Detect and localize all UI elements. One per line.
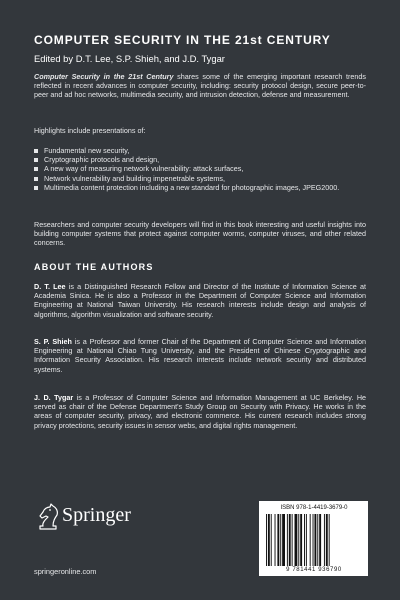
intro-text: shares some of the emerging important research trends reflected in recent advances in computer security, including: security protocol design, secure peer-to-peer and ad hoc networks, multimedia security, and intrusion detection, defense and measurement. <box>34 72 366 100</box>
highlights-heading: Highlights include presentations of: <box>34 126 146 135</box>
author-bio-tygar <box>34 393 366 430</box>
barcode-bar <box>310 514 311 566</box>
barcode-bar <box>289 514 291 566</box>
barcode-bar <box>300 514 302 566</box>
barcode-bar <box>317 514 318 566</box>
author-bio-lee <box>34 282 366 319</box>
barcode-bar <box>314 514 316 566</box>
isbn-label: ISBN 978-1-4419-3679-0 <box>280 505 348 511</box>
book-title: COMPUTER SECURITY IN THE 21st CENTURY <box>34 33 331 47</box>
highlight-item: A new way of measuring network vulnerability: attack surfaces, <box>34 164 366 173</box>
barcode-bar <box>275 514 276 566</box>
barcode-bar <box>326 514 328 566</box>
barcode-bar <box>304 514 305 566</box>
barcode-bar <box>319 514 321 566</box>
barcode-bar <box>295 514 298 566</box>
barcode-bar <box>287 514 288 566</box>
highlight-item: Multimedia content protection including a new standard for photographic images, JPEG2000. <box>34 183 366 192</box>
highlights-list <box>34 146 366 192</box>
about-authors-heading: ABOUT THE AUTHORS <box>34 262 154 272</box>
barcode-bar <box>313 514 314 566</box>
author-bio-text: is a Distinguished Research Fellow and Director of the Institute of Information Science at Academia Sinica. He is also a Professor in the Department of Computer Science and Information Engineering at National Taiwan University. His research interests include design and analysis of algorithms, algorithm visualization and software security. <box>34 282 366 319</box>
barcode-bar <box>306 514 307 566</box>
barcode-bar <box>266 514 267 566</box>
publisher-website: springeronline.com <box>34 567 97 576</box>
author-name: J. D. Tygar <box>34 393 74 402</box>
barcode-bar <box>292 514 293 566</box>
author-bio-shieh <box>34 337 366 374</box>
barcode-bar <box>298 514 299 566</box>
highlight-item: Fundamental new security, <box>34 146 366 155</box>
publisher-logo-text: Springer <box>62 504 131 526</box>
intro-paragraph <box>34 72 366 100</box>
author-name: S. P. Shieh <box>34 337 72 346</box>
highlight-item: Cryptographic protocols and design, <box>34 155 366 164</box>
barcode-bars <box>266 514 362 566</box>
barcode-bar <box>280 514 281 566</box>
author-name: D. T. Lee <box>34 282 66 291</box>
barcode-bar <box>282 514 285 566</box>
closing-paragraph: Researchers and computer security developers will find in this book interesting and useful insights into building computer systems that protect against computer worms, computer viruses, and other related concerns. <box>34 220 366 248</box>
author-bio-text: is a Professor and former Chair of the Department of Computer Science and Information Engineering at National Chiao Tung University, and the President of Chinese Cryptographic and Information Security Association. His research interests include network security and distributed systems. <box>34 337 366 374</box>
barcode-bar <box>324 514 325 566</box>
barcode-bar <box>268 514 270 566</box>
barcode-bar <box>271 514 272 566</box>
editors-line: Edited by D.T. Lee, S.P. Shieh, and J.D. Tygar <box>34 53 225 64</box>
barcode-bar <box>277 514 279 566</box>
intro-book-title: Computer Security in the 21st Century <box>34 72 174 81</box>
highlight-item: Network vulnerability and building impenetrable systems, <box>34 174 366 183</box>
ean-number: 9 781441 936790 <box>286 567 342 573</box>
author-bio-text: is a Professor of Computer Science and Information Management at UC Berkeley. He served as chair of the Defense Department's Study Group on Security with Privacy. He works in the areas of computer security, privacy, and electronic commerce. His current research includes strong privacy protections, security issues in sensor webs, and digital rights management. <box>34 393 367 430</box>
barcode-bar <box>329 514 330 566</box>
